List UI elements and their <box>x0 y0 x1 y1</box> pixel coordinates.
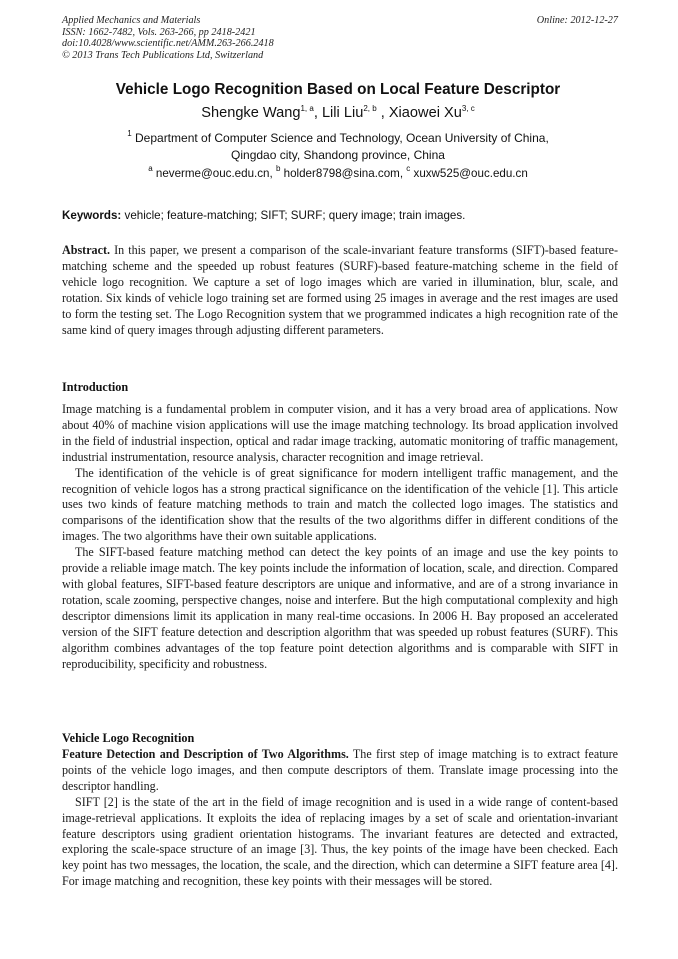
doi-line: doi:10.4028/www.scientific.net/AMM.263-266.2418 <box>62 38 274 50</box>
affiliation <box>40 130 636 163</box>
author-name: Shengke Wang <box>201 105 301 121</box>
author-name: Xiaowei Xu <box>388 105 462 121</box>
issn-line: ISSN: 1662-7482, Vols. 263-266, pp 2418-2421 <box>62 26 256 38</box>
journal-header <box>62 15 274 61</box>
author-sup: 1, a <box>300 104 314 113</box>
introduction-body <box>62 402 618 672</box>
affiliation-sup: 1 <box>127 129 132 138</box>
email: neverme@ouc.edu.cn <box>155 167 270 180</box>
paper-title: Vehicle Logo Recognition Based on Local Feature Descriptor <box>115 81 561 98</box>
author-sup: 3, c <box>461 104 475 113</box>
vlr-heading: Vehicle Logo Recognition <box>62 731 195 745</box>
copyright-line: © 2013 Trans Tech Publications Ltd, Switzerland <box>62 49 264 61</box>
vlr-subheading: Feature Detection and Description of Two Algorithms. <box>62 747 349 761</box>
keywords-label: Keywords: <box>62 209 122 222</box>
email: holder8798@sina.com <box>283 167 400 180</box>
affiliation-line-1: $^1$ Department of Computer Science and Technology, Ocean University of China, <box>127 129 549 145</box>
paragraph: The first step of image matching is to extract feature points of the vehicle logo images, and then compute descriptors of them. Translate image processing into the descriptor handling. <box>62 747 618 793</box>
paragraph: Image matching is a fundamental problem in computer vision, and it has a very broad area of applications. Now about 40% of machine vision applications will use the image matching technology. Its broad application involved in the field of industrial inspection, optical and radar image tracking, automatic monitoring of traffic management, industrial instrumentation, resource analysis, character recognition and image retrieval. <box>62 402 618 464</box>
author-list: Shengke Wang$^{1, a}$, Lili Liu$^{2, b}$ , Xiaowei Xu$^{3, c}$ <box>201 104 475 121</box>
keywords-text: vehicle; feature-matching; SIFT; SURF; query image; train images. <box>124 209 466 222</box>
online-date: Online: 2012-12-27 <box>536 15 618 26</box>
paragraph: SIFT [2] is the state of the art in the field of image recognition and is used in a wide range of content-based image-retrieval applications. It exploits the idea of replacing images by a set of scale and orientation-invariant feature descriptors using gradient orientation histograms. The invariant features are detected and extracted, exploring the scale-space structure of an image [3]. Thus, the key points of the image have been checked. Each key point has two messages, the location, the scale, and the direction, which can determine a SIFT feature area [4]. For image matching and recognition, these key points with their messages will be stored. <box>62 794 618 889</box>
vlr-body <box>62 747 618 890</box>
abstract <box>62 243 618 338</box>
email-list: $^a$ neverme@ouc.edu.cn, $^b$ holder8798@sina.com, $^c$ xuxw525@ouc.edu.cn <box>148 164 528 180</box>
abstract-text: In this paper, we present a comparison of the scale-invariant feature transforms (SIFT)-based feature-matching scheme and the speeded up robust features (SURF)-based feature-matching scheme in the field of vehicle logo recognition. We capture a set of logo images which are varied in illumination, blur, scale, and rotation. Six kinds of vehicle logo training set are formed using 25 images in average and the rest images are used to form the testing set. The Logo Recognition system that we programmed indicates a high recognition rate of the same kind of query images through adjusting different parameters. <box>62 243 618 337</box>
paragraph: The identification of the vehicle is of great significance for modern intelligent traffic management, and the recognition of vehicle logos has a strong practical significance on the identification of the vehicle [1]. This article uses two kinds of feature matching methods to train and match the collected logo images. The statistics and comparisons of the identification show that the results of the two algorithms differ in different conditions of the images. The two algorithms have their own suitable applications. <box>62 465 618 544</box>
email: xuxw525@ouc.edu.cn <box>413 167 528 180</box>
author-name: Lili Liu <box>321 105 364 121</box>
abstract-label: Abstract. <box>62 243 111 257</box>
keywords <box>62 208 618 224</box>
paragraph: The SIFT-based feature matching method can detect the key points of an image and use the key points to provide a reliable image match. The key points include the information of location, scale, and direction. Compared with global features, SIFT-based feature descriptors are unique and informative, and are of a strong invariance in rotation, scale zooming, perspective changes, noise and interfere. But the high computational complexity and high descriptor dimensions limit its application in many real-time occasions. In 2006 H. Bay proposed an accelerated version of the SIFT feature detection and description algorithm that was speeded up robust features (SURF). This algorithm combines advantages of the top feature point detection algorithms and is comparable with SIFT in reproducibility, specificity and robustness. <box>62 545 618 671</box>
introduction-heading: Introduction <box>62 380 129 394</box>
journal-name: Applied Mechanics and Materials <box>62 15 201 26</box>
author-sup: 2, b <box>363 104 377 113</box>
affiliation-line-2: Qingdao city, Shandong province, China <box>231 147 445 162</box>
